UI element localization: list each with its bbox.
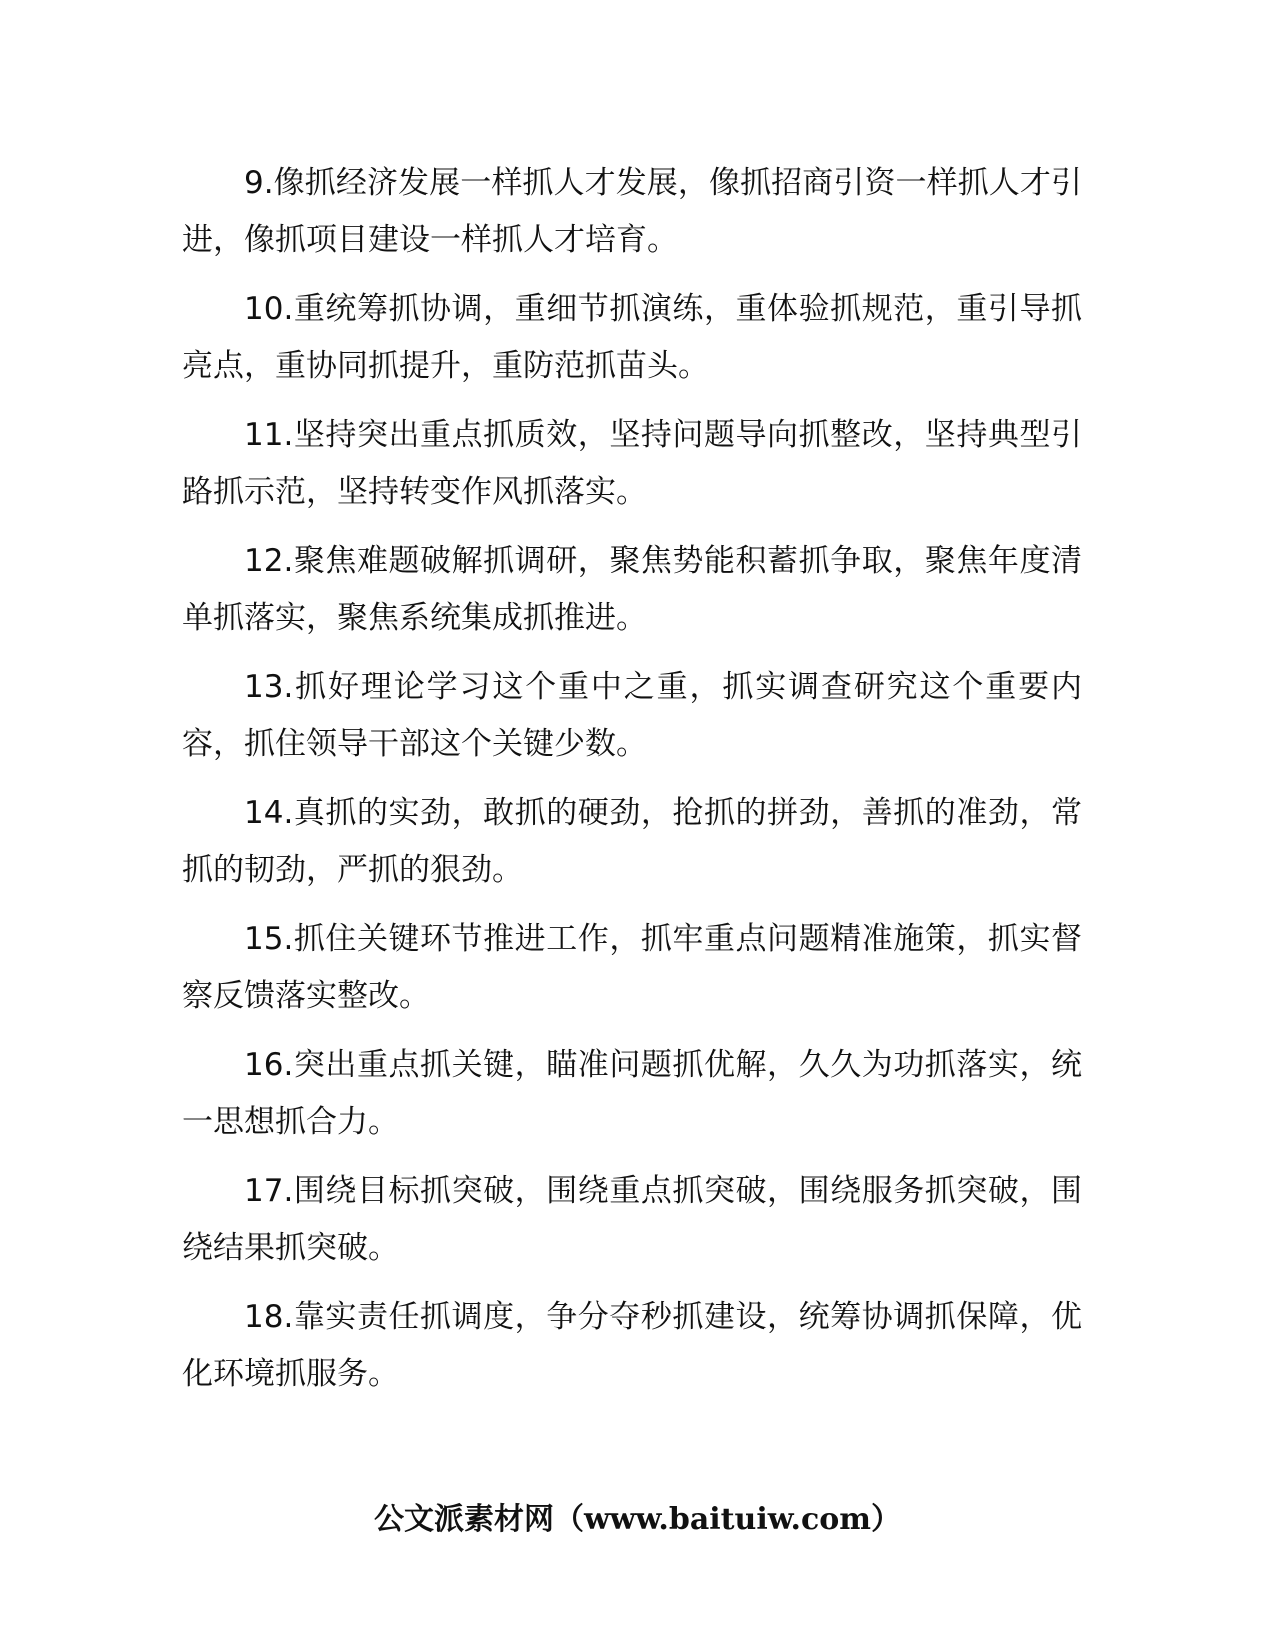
footer-source: 公文派素材网（www.baituiw.com） [373, 1502, 902, 1537]
paragraph-17: 17.围绕目标抓突破，围绕重点抓突破，围绕服务抓突破，围绕结果抓突破。 [182, 1173, 1082, 1266]
paragraph-14: 14.真抓的实劲，敢抓的硬劲，抢抓的拼劲，善抓的准劲，常抓的韧劲，严抓的狠劲。 [182, 795, 1082, 888]
paragraph-11: 11.坚持突出重点抓质效，坚持问题导向抓整改，坚持典型引路抓示范，坚持转变作风抓落实。 [182, 417, 1082, 510]
paragraph-13: 13.抓好理论学习这个重中之重，抓实调查研究这个重要内容，抓住领导干部这个关键少数。 [182, 669, 1082, 762]
paragraph-15: 15.抓住关键环节推进工作，抓牢重点问题精准施策，抓实督察反馈落实整改。 [182, 921, 1082, 1014]
paragraph-10: 10.重统筹抓协调，重细节抓演练，重体验抓规范，重引导抓亮点，重协同抓提升，重防范抓苗头。 [182, 291, 1082, 384]
paragraph-18: 18.靠实责任抓调度，争分夺秒抓建设，统筹协调抓保障，优化环境抓服务。 [182, 1299, 1082, 1392]
document-body [182, 155, 1082, 1415]
paragraph-12: 12.聚焦难题破解抓调研，聚焦势能积蓄抓争取，聚焦年度清单抓落实，聚焦系统集成抓推进。 [182, 543, 1082, 636]
paragraph-9: 9.像抓经济发展一样抓人才发展，像抓招商引资一样抓人才引进，像抓项目建设一样抓人才培育。 [182, 165, 1082, 258]
paragraph-16: 16.突出重点抓关键，瞄准问题抓优解，久久为功抓落实，统一思想抓合力。 [182, 1047, 1082, 1140]
